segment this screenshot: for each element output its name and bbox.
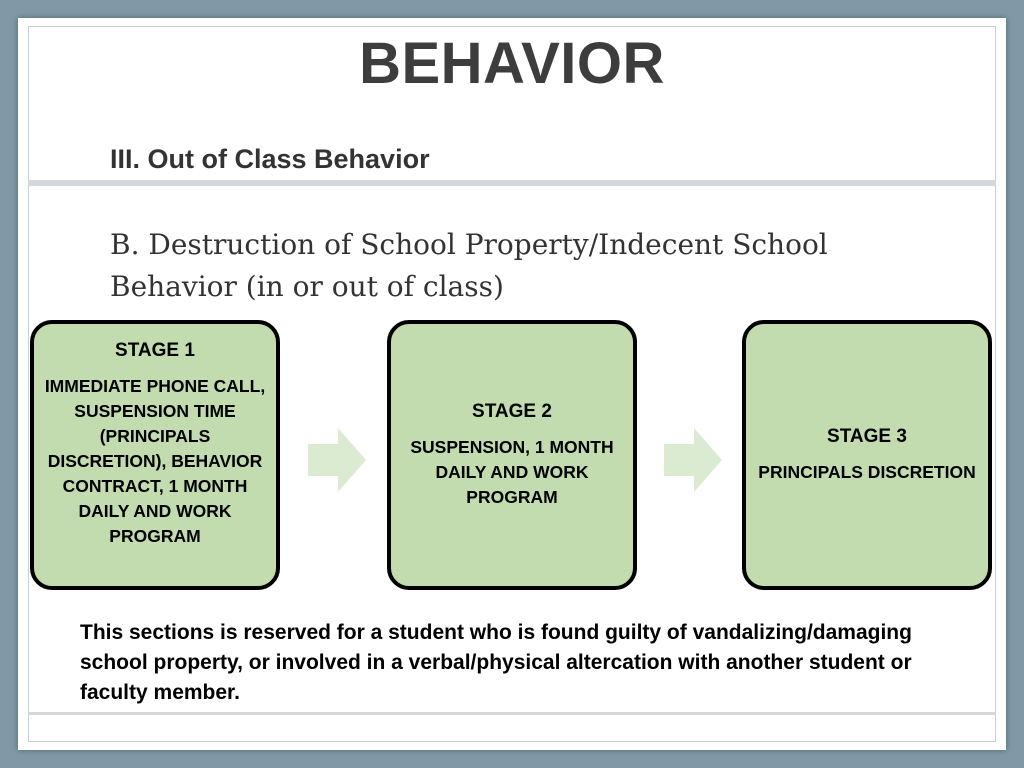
right-arrow-icon [308, 428, 366, 492]
slide-title: BEHAVIOR [359, 31, 665, 96]
divider-bottom [28, 712, 996, 715]
stage-1-description: IMMEDIATE PHONE CALL, SUSPENSION TIME (PRINCIPALS DISCRETION), BEHAVIOR CONTRACT, 1 MONTH DAILY AND WORK PROGRAM [44, 376, 266, 546]
stage-1-box [30, 320, 280, 590]
stage-3-box [742, 320, 992, 590]
section-note: This sections is reserved for a student who is found guilty of vandalizing/damaging school property, or involved in a verbal/physical altercation with another student or faculty member. [80, 621, 912, 704]
stage-3-title: STAGE 3 [827, 425, 907, 447]
slide [18, 18, 1006, 750]
stage-1-title: STAGE 1 [115, 340, 195, 361]
stage-2-box [387, 320, 637, 590]
section-heading: B. Destruction of School Property/Indecent School Behavior (in or out of class) [110, 228, 828, 303]
stage-3-description: PRINCIPALS DISCRETION [758, 461, 976, 482]
stage-2-description: SUSPENSION, 1 MONTH DAILY AND WORK PROGRAM [410, 436, 614, 507]
section-subtitle: III. Out of Class Behavior [110, 144, 430, 174]
divider-top [28, 180, 996, 186]
stage-2-title: STAGE 2 [472, 400, 552, 422]
right-arrow-icon [664, 428, 722, 492]
